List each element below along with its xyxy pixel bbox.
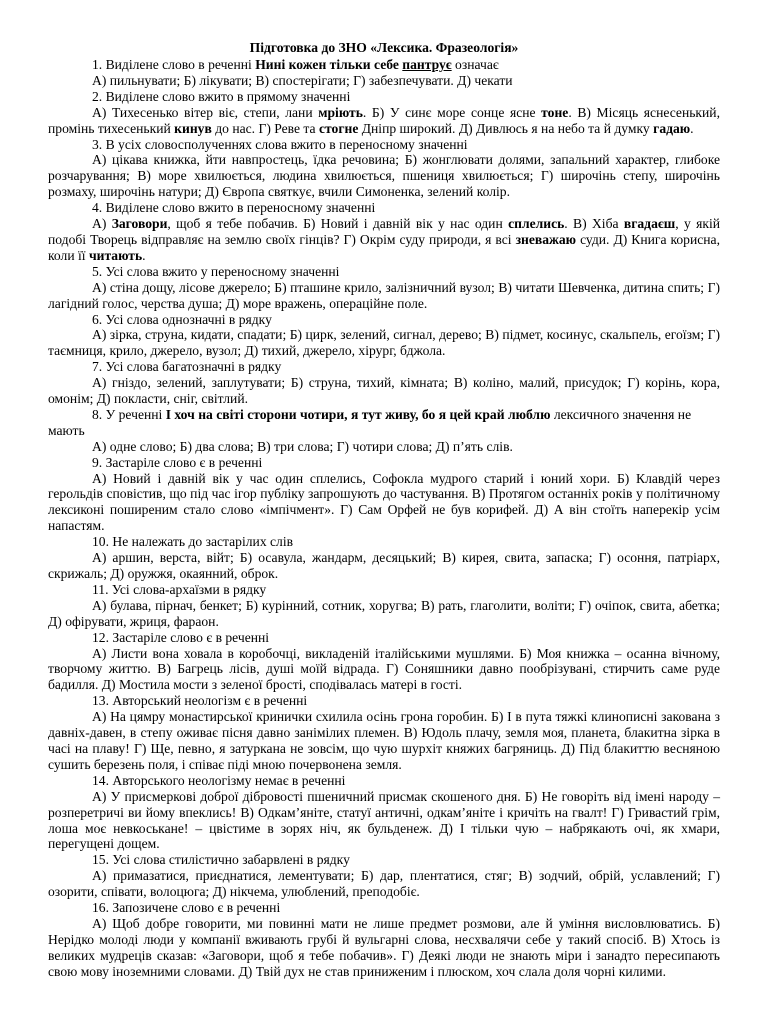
text-run: 11. Усі слова-архаїзми в рядку	[92, 581, 267, 597]
question-14	[48, 773, 720, 853]
bold-text: читають	[88, 247, 143, 263]
bold-text: кинув	[174, 120, 212, 136]
text-run: 7. Усі слова багатозначні в рядку	[92, 359, 282, 375]
question-header	[48, 200, 720, 216]
question-8	[48, 407, 720, 455]
text-run: А) примазатися, приєднатися, лементувати; Б) дар, плентатися, стяг; В) зодчий, обрій, уславлений; Г) озорити, співати, волоцюга; Д) нікчема, улюблений, преподобіє.	[48, 868, 720, 900]
text-run: суди. Д) Книга корисна, коли її	[48, 231, 720, 263]
text-run: А) цікава книжка, йти навпростець, їдка речовина; Б) жонглювати долями, запальний характер, глибоке розчарування; В) море хвилюється, людина хвилюється, пшениця хвилюється; Г) широчінь степу, широчінь розмаху, широчінь натури; Д) Європа святкує, вчили Симоненка, зелений колір.	[48, 152, 720, 200]
question-header	[48, 534, 720, 550]
text-run: А)	[92, 216, 112, 232]
question-7	[48, 359, 720, 407]
text-run: А) Тихесенько вітер віє, степи, лани	[92, 104, 319, 120]
text-run: 12. Застаріле слово є в реченні	[92, 629, 270, 645]
bold-text: мріють	[318, 104, 363, 120]
answer-options	[48, 471, 720, 535]
question-header	[48, 89, 720, 105]
question-header	[48, 57, 720, 73]
bold-text: сплелись	[508, 216, 565, 232]
text-run: А) аршин, верста, війт; Б) осавула, жандарм, десяцький; В) кирея, свита, запаска; Г) осоння, патріарх, скрижаль; Д) оружжя, окаянний, оброк.	[48, 550, 720, 581]
question-header	[48, 137, 720, 153]
text-run: 6. Усі слова однозначні в рядку	[92, 311, 272, 327]
answer-options	[48, 375, 720, 407]
answer-options	[48, 789, 720, 853]
question-2	[48, 89, 720, 137]
text-run: А) одне слово; Б) два слова; В) три слова; Г) чотири слова; Д) п’ять слів.	[92, 438, 513, 454]
question-header	[48, 407, 720, 439]
answer-options	[48, 550, 720, 582]
bold-text: вгадаєш	[623, 216, 676, 232]
text-run: .	[142, 247, 146, 263]
text-run: 9. Застаріле слово є в реченні	[92, 454, 263, 470]
answer-options	[48, 327, 720, 359]
question-header	[48, 630, 720, 646]
text-run: А) У присмеркові доброї дібровості пшеничний присмак скошеного дня. Б) Не говоріть від імені народу – розперетричі ви йому впеклись! В) Одкам’яніте, статуї античні, одкам’яніте і кричіть на гвалт! Г) Гривастий грім, лоша моє невкоськане! – цвістиме в зорях ніч, як бульденеж. Д) І тільки чую – набрякають очі, як хмари, перегущені дощем.	[48, 788, 720, 852]
text-run: 3. В усіх словосполученнях слова вжито в переносному значенні	[92, 136, 468, 152]
bold-text: тоне	[541, 104, 569, 120]
bold-text: Заговори	[111, 216, 168, 232]
answer-options	[48, 105, 720, 137]
text-run: 10. Не належать до застарілих слів	[92, 534, 294, 550]
text-run: 13. Авторський неологізм є в реченні	[92, 693, 308, 709]
bold-text: Нині кожен тільки себе	[255, 57, 403, 72]
text-run: . Б) У синє море сонце ясне	[362, 104, 542, 120]
text-run: 5. Усі слова вжито у переносному значенні	[92, 263, 340, 279]
answer-options	[48, 280, 720, 312]
text-run: А) пильнувати; Б) лікувати; В) спостерігати; Г) забезпечувати. Д) чекати	[92, 72, 513, 88]
question-header	[48, 773, 720, 789]
answer-options	[48, 439, 720, 455]
underlined-bold-text: пантрує	[402, 57, 452, 72]
question-1	[48, 57, 720, 89]
question-header	[48, 582, 720, 598]
answer-options	[48, 709, 720, 773]
text-run: А) зірка, струна, кидати, спадати; Б) цирк, зелений, сигнал, дерево; В) підмет, косинус, скальпель, егоїзм; Г) таємниця, крило, джерело, вузол; Д) тихий, джерело, хірург, бджола.	[48, 327, 720, 359]
question-15	[48, 852, 720, 900]
answer-options	[48, 598, 720, 630]
text-run: , у якій подобі Творець відправляє на землю своїх гінців? Г) Окрім суду природи, я всі	[48, 216, 721, 247]
text-run: А) Листи вона ховала в коробочці, викладеній італійськими мушлями. Б) Моя книжка – осанна вічному, творчому життю. В) Багрець лісів, душі моїй відрада. Г) Соняшники давно пообрізувані, стирчить саме руде бадилля. Д) Мостила мости з зеленої брості, сподівалась матері в гості.	[48, 645, 720, 693]
question-header	[48, 359, 720, 375]
question-12	[48, 630, 720, 694]
answer-options	[48, 216, 720, 264]
text-run: А) стіна дощу, лісове джерело; Б) пташине крило, залізничний вузол; В) читати Шевченка, дитина спить; Г) лагідний голос, черства душа; Д) море вражень, операційне поле.	[48, 279, 720, 311]
question-11	[48, 582, 720, 630]
text-run: . В) Хіба	[564, 216, 624, 232]
text-run: А) Новий і давній вік у час один сплелись, Софокла мудрого старий і юний хори. Б) Клавдій через герольдів сповістив, що під час ігор публіку запрошують до частування. В) Протягом останніх років у політичному лексиконі поширеним стало слово «імпічмент». Г) Сам Орфей не був корифей. Д) А він стоїть наперекір усім напастям.	[48, 470, 720, 534]
question-16	[48, 900, 720, 980]
question-header	[48, 264, 720, 280]
question-header	[48, 312, 720, 328]
question-10	[48, 534, 720, 582]
bold-text: І хоч на світі сторони чотири, я тут живу, бо я цей край люблю	[165, 406, 551, 422]
text-run: .	[690, 120, 694, 136]
question-13	[48, 693, 720, 773]
bold-text: стогне	[318, 120, 359, 136]
page-title: Підготовка до ЗНО «Лексика. Фразеологія»	[249, 40, 519, 55]
question-list	[48, 57, 720, 980]
text-run: , щоб я тебе побачив. Б) Новий і давній вік у нас один	[167, 216, 509, 232]
text-run: 4. Виділене слово вжито в переносному значенні	[92, 200, 376, 216]
text-run: 1. Виділене слово в реченні	[92, 57, 256, 72]
answer-options	[48, 73, 720, 89]
question-header	[48, 900, 720, 916]
answer-options	[48, 646, 720, 694]
text-run: 15. Усі слова стилістично забарвлені в рядку	[92, 852, 350, 868]
text-run: А) гніздо, зелений, заплутувати; Б) струна, тихий, кімната; В) коліно, малий, присудок; Г) корінь, кора, омонім; Д) покласти, сніг, світлий.	[48, 375, 720, 407]
text-run: А) На цямру монастирської кринички схилила осінь грона горобин. Б) І в пута тяжкі клинописні закована з давніх-давен, в степу оживає пісня давно занімілих племен. В) Юдоль плачу, земля моя, планета, блакитна зірка в часі на плаву! Г) Ще, певно, я затуркана не зовсім, що чую шурхіт княжих багряниць. Д) Під блакиттю весняною сушить березень поля, і співає піді мною почервонена земля.	[48, 709, 720, 772]
question-3	[48, 137, 720, 201]
answer-options	[48, 868, 720, 900]
answer-options	[48, 152, 720, 200]
question-5	[48, 264, 720, 312]
text-run: до нас. Г) Реве та	[211, 120, 319, 136]
question-header	[48, 852, 720, 868]
text-run: . В) Місяць яснесенький, промінь тихесенький	[48, 104, 720, 136]
bold-text: зневажаю	[515, 231, 577, 247]
text-run: 8. У реченні	[92, 406, 166, 422]
text-run: А) Щоб добре говорити, ми повинні мати не лише предмет розмови, але й уміння висловлюватись. Б) Нерідко молоді люди у компанії вживають грубі й вульгарні слова, несхвалячи себе у такий спосіб. В) Хтось із великих мудреців сказав: «Заговори, щоб я тебе побачив». Г) Деякі люди не знають міри і занадто пересипають свою мову іноземними словами. Д) Твій дух не став приниженим і плюском, хоч слала доля чорні килими.	[48, 915, 720, 979]
question-6	[48, 312, 720, 360]
text-run: означає	[451, 57, 499, 72]
text-run: 16. Запозичене слово є в реченні	[92, 900, 281, 916]
text-run: 2. Виділене слово вжито в прямому значенні	[92, 88, 351, 104]
question-header	[48, 693, 720, 709]
answer-options	[48, 916, 720, 980]
question-9	[48, 455, 720, 535]
question-header	[48, 455, 720, 471]
bold-text: гадаю	[653, 120, 691, 136]
text-run: Дніпр широкий. Д) Дивлюсь я на небо та й думку	[358, 120, 654, 136]
text-run: лексичного значення не мають	[48, 406, 692, 438]
text-run: А) булава, пірнач, бенкет; Б) курінний, сотник, хоругва; В) рать, глаголити, воліти; Г) очіпок, свита, абетка; Д) офірувати, жриця, фараон.	[48, 597, 720, 629]
question-4	[48, 200, 720, 264]
text-run: 14. Авторського неологізму немає в реченні	[92, 772, 346, 788]
